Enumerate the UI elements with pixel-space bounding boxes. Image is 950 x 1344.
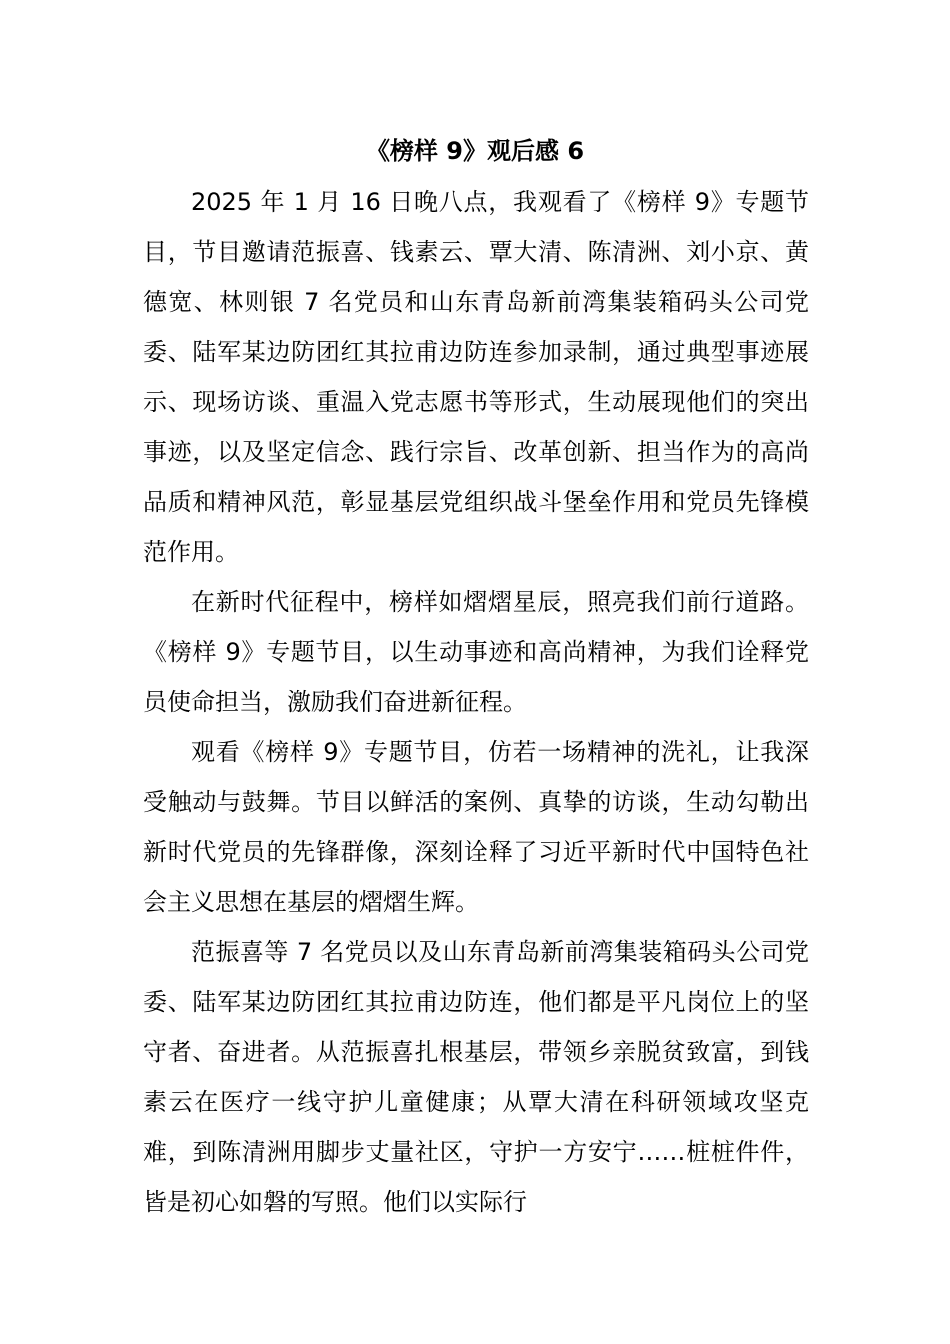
paragraph-3: 观看《榜样 9》专题节目，仿若一场精神的洗礼，让我深受触动与鼓舞。节目以鲜活的案例、真挚的访谈，生动勾勒出新时代党员的先锋群像，深刻诠释了习近平新时代中国特色社会主义思想在基层的熠熠生辉。 (143, 738, 809, 916)
paragraph-4: 范振喜等 7 名党员以及山东青岛新前湾集装箱码头公司党委、陆军某边防团红其拉甫边防连，他们都是平凡岗位上的坚守者、奋进者。从范振喜扎根基层，带领乡亲脱贫致富，到钱素云在医疗一线守护儿童健康；从覃大清在科研领域攻坚克难，到陈清洲用脚步丈量社区，守护一方安宁……桩桩件件，皆是初心如磐的写照。他们以实际行 (143, 938, 809, 1216)
paragraph-1: 2025 年 1 月 16 日晚八点，我观看了《榜样 9》专题节目，节目邀请范振喜、钱素云、覃大清、陈清洲、刘小京、黄德宽、林则银 7 名党员和山东青岛新前湾集装箱码头公司党委、陆军某边防团红其拉甫边防连参加录制，通过典型事迹展示、现场访谈、重温入党志愿书等形式，生动展现他们的突出事迹，以及坚定信念、践行宗旨、改革创新、担当作为的高尚品质和精神风范，彰显基层党组织战斗堡垒作用和党员先锋模范作用。 (143, 188, 809, 566)
document-title: 《榜样 9》观后感 6 (365, 137, 585, 165)
paragraph-2: 在新时代征程中，榜样如熠熠星辰，照亮我们前行道路。《榜样 9》专题节目，以生动事迹和高尚精神，为我们诠释党员使命担当，激励我们奋进新征程。 (143, 588, 809, 716)
document-body (143, 177, 809, 1227)
